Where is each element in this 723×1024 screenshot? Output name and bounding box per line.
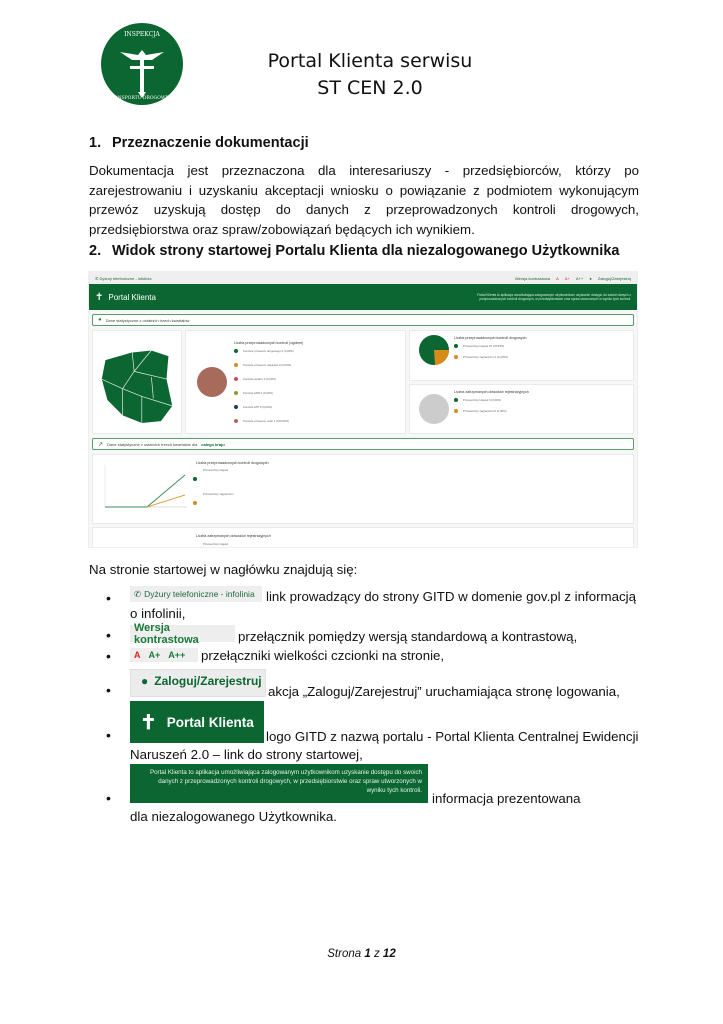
bullet: • — [106, 727, 111, 743]
chip-info-banner: Portal Klienta to aplikacja umożliwiająca zalogowanym użytkownikom uzyskanie dostępu do swoich danych z przeprowadzonych kontroli drogowych, w przedsiębiorstwie oraz spraw utworzonych w wyniku tych kontroli. — [130, 764, 428, 803]
bullet: • — [106, 682, 111, 698]
user-circle-icon: ● — [141, 674, 149, 688]
phone-icon: ✆ — [134, 588, 142, 599]
item-info-text2: dla niezalogowanego Użytkownika. — [130, 809, 337, 824]
section2-title: Widok strony startowej Portalu Klienta dla niezalogowanego Użytkownika — [112, 243, 620, 259]
card-road-controls — [409, 330, 634, 381]
document-title-line2: ST CEN 2.0 — [317, 77, 423, 99]
card-controls-total — [185, 330, 406, 434]
legend-item: Kontrole przewozu drogowego 0 (0,00%) — [234, 349, 294, 353]
section1-title: Przeznaczenie dokumentacji — [112, 135, 309, 151]
legend-dot — [234, 391, 238, 395]
bullet: • — [106, 627, 111, 643]
portal-brand[interactable] — [95, 292, 156, 303]
bullet: • — [106, 648, 111, 664]
card-controls-total-title: Liczba przeprowadzonych kontroli (ogółem) — [234, 341, 304, 345]
line-card2-title: Liczba zatrzymanych dowodów rejestracyjnych — [196, 534, 271, 538]
line-foreign-dot — [193, 501, 202, 505]
pie-controls-total — [196, 366, 228, 398]
portal-info-text: Portal Klienta to aplikacja umożliwiająca zalogowanym użytkownikom uzyskanie dostępu do swoich danych z przeprowadzonych kontroli drogowych, w przedsiębiorstwie oraz spraw utworzonych w wyniku tych kontroli. — [477, 292, 631, 301]
trend-icon: ↗ — [98, 441, 104, 448]
font-size-a-plusplus[interactable]: A++ — [168, 650, 186, 660]
legend-dot — [234, 405, 238, 409]
footer-total: 12 — [382, 948, 396, 960]
section2-number: 2. — [89, 243, 102, 259]
legend-item: Kontrole ADR 0 (0,00%) — [234, 391, 273, 395]
chip-font-size — [130, 648, 198, 662]
item-logo-text2: Naruszeń 2.0 – link do strony startowej, — [130, 747, 363, 762]
footer-prefix: Strona — [327, 948, 362, 960]
portal-phone-link[interactable]: ✆ Dyżury telefoniczne - infolinia — [95, 275, 152, 281]
legend-foreign: Przewoźnicy zagraniczni 4 (21,05%) — [454, 355, 508, 359]
card-line-road-controls — [92, 454, 634, 524]
logo-ring-bottom: TRANSPORTU DROGOWEGO — [107, 96, 177, 101]
card-registration-title: Liczba zatrzymanych dowodów rejestracyjnych — [454, 389, 529, 394]
footer-page: 1 — [364, 948, 371, 960]
legend-dot — [234, 419, 238, 423]
portal-brand-label: Portal Klienta — [108, 292, 156, 302]
list-intro: Na stronie startowej w nagłówku znajdują się: — [89, 562, 358, 577]
legend-dot — [234, 377, 238, 381]
legend-domestic: Przewoźnicy krajowi 15 (78,95%) — [454, 344, 504, 348]
legend-dot — [234, 363, 238, 367]
footer-sep: z — [373, 948, 380, 960]
document-title-line1: Portal Klienta serwisu — [267, 50, 473, 72]
card-road-controls-title: Liczba przeprowadzonych kontroli drogowych — [454, 336, 527, 340]
bullet: • — [106, 790, 111, 806]
chip-contrast-toggle[interactable]: Wersja kontrastowa — [130, 625, 235, 642]
voivodeship-map[interactable] — [92, 330, 182, 434]
line-group-foreign: Przewoźnicy zagraniczni — [203, 492, 234, 496]
chip-phone-link[interactable]: ✆ Dyżury telefoniczne - infolinia — [130, 586, 262, 602]
series-foreign-line — [147, 495, 185, 507]
item-phone-text: link prowadzący do strony GITD w domenie gov.pl z informacją — [266, 589, 637, 604]
line-card2-group: Przewoźnicy krajowi — [203, 542, 229, 546]
section1-heading — [89, 135, 309, 151]
legend-item: Kontrole analizy 0 (0,00%) — [234, 377, 276, 381]
legend-dot — [234, 349, 238, 353]
portal-font-a-plusplus[interactable]: A++ — [575, 275, 584, 281]
card-registration — [409, 384, 634, 435]
page-footer — [0, 948, 723, 960]
bullet: • — [106, 590, 111, 606]
portal-login-link[interactable]: ● Zaloguj/Zarejestruj — [589, 275, 631, 281]
section1-number: 1. — [89, 135, 102, 151]
line-domestic-dot — [193, 477, 202, 481]
portal-screenshot — [88, 271, 638, 548]
portal-contrast-toggle[interactable]: Wersja kontrastowa — [514, 275, 551, 281]
portal-section-country: ↗ Dane statystyczne z ostatnich trzech kwartałów dla całego kraju — [92, 438, 634, 450]
portal-font-a-plus[interactable]: A+ — [564, 275, 570, 281]
series-domestic-line — [105, 475, 185, 507]
item-logo-text: logo GITD z nazwą portalu - Portal Klienta Centralnej Ewidencji — [266, 729, 639, 744]
itd-logo — [100, 22, 184, 106]
section1-body: Dokumentacja jest przeznaczona dla interesariuszy - przedsiębiorców, którzy po zarejestrowaniu i uzyskaniu akceptacji wniosku o powiązanie z podmiotem wykonującym przewóz uzyskują dostęp do danych z przeprowadzonych kontroli drogowych, przedsiębiorstwa oraz spraw/zobowiązań będących ich wynikiem. — [89, 163, 639, 237]
pie-chart-icon: ◕ — [98, 317, 102, 323]
portal-header — [89, 284, 637, 310]
legend-item: Kontrole przewozu osób 1 (100,00%) — [234, 419, 289, 423]
legend-item: Kontrole ATP 0 (0,00%) — [234, 405, 272, 409]
item-info-text: informacja prezentowana — [432, 791, 581, 806]
logo-ring-top: INSPEKCJA — [124, 31, 160, 38]
font-size-a[interactable]: A — [134, 650, 141, 660]
card-line-registration — [92, 527, 634, 548]
chip-portal-logo[interactable]: ✝ Portal Klienta — [130, 701, 264, 743]
line-group-domestic: Przewoźnicy krajowi — [203, 468, 229, 472]
portal-topbar — [89, 272, 637, 284]
chip-login-button[interactable]: ● Zaloguj/Zarejestruj — [130, 669, 266, 697]
gitd-emblem-icon: ✝ — [140, 711, 157, 734]
item-contrast-text: przełącznik pomiędzy wersją standardową a kontrastową, — [238, 629, 578, 644]
portal-font-a[interactable]: A — [556, 275, 559, 281]
item-font-text: przełączniki wielkości czcionki na stronie, — [201, 648, 445, 663]
portal-section-quarters: ◕ Dane statystyczne z ostatnich trzech kwartałów — [92, 314, 634, 326]
pie-road-controls — [418, 334, 450, 366]
legend-item: Kontrole przewozu odpadów 0 (0,00%) — [234, 363, 291, 367]
gitd-emblem-icon: ✝ — [95, 291, 104, 303]
font-size-a-plus[interactable]: A+ — [148, 650, 161, 660]
line-chart — [97, 461, 189, 517]
document-title — [250, 48, 490, 102]
item-login-text: akcja „Zaloguj/Zarejestruj” uruchamiająca stronę logowania, — [268, 684, 620, 699]
pie-registration — [418, 393, 450, 425]
item-phone-text2: o infolinii, — [130, 606, 186, 621]
section2-heading — [89, 243, 619, 259]
line-card-title: Liczba przeprowadzonych kontroli drogowych — [196, 461, 269, 465]
legend-domestic: Przewoźnicy krajowi 0 (0,00%) — [454, 398, 501, 402]
legend-foreign: Przewoźnicy zagraniczni 0 (0,00%) — [454, 409, 507, 413]
